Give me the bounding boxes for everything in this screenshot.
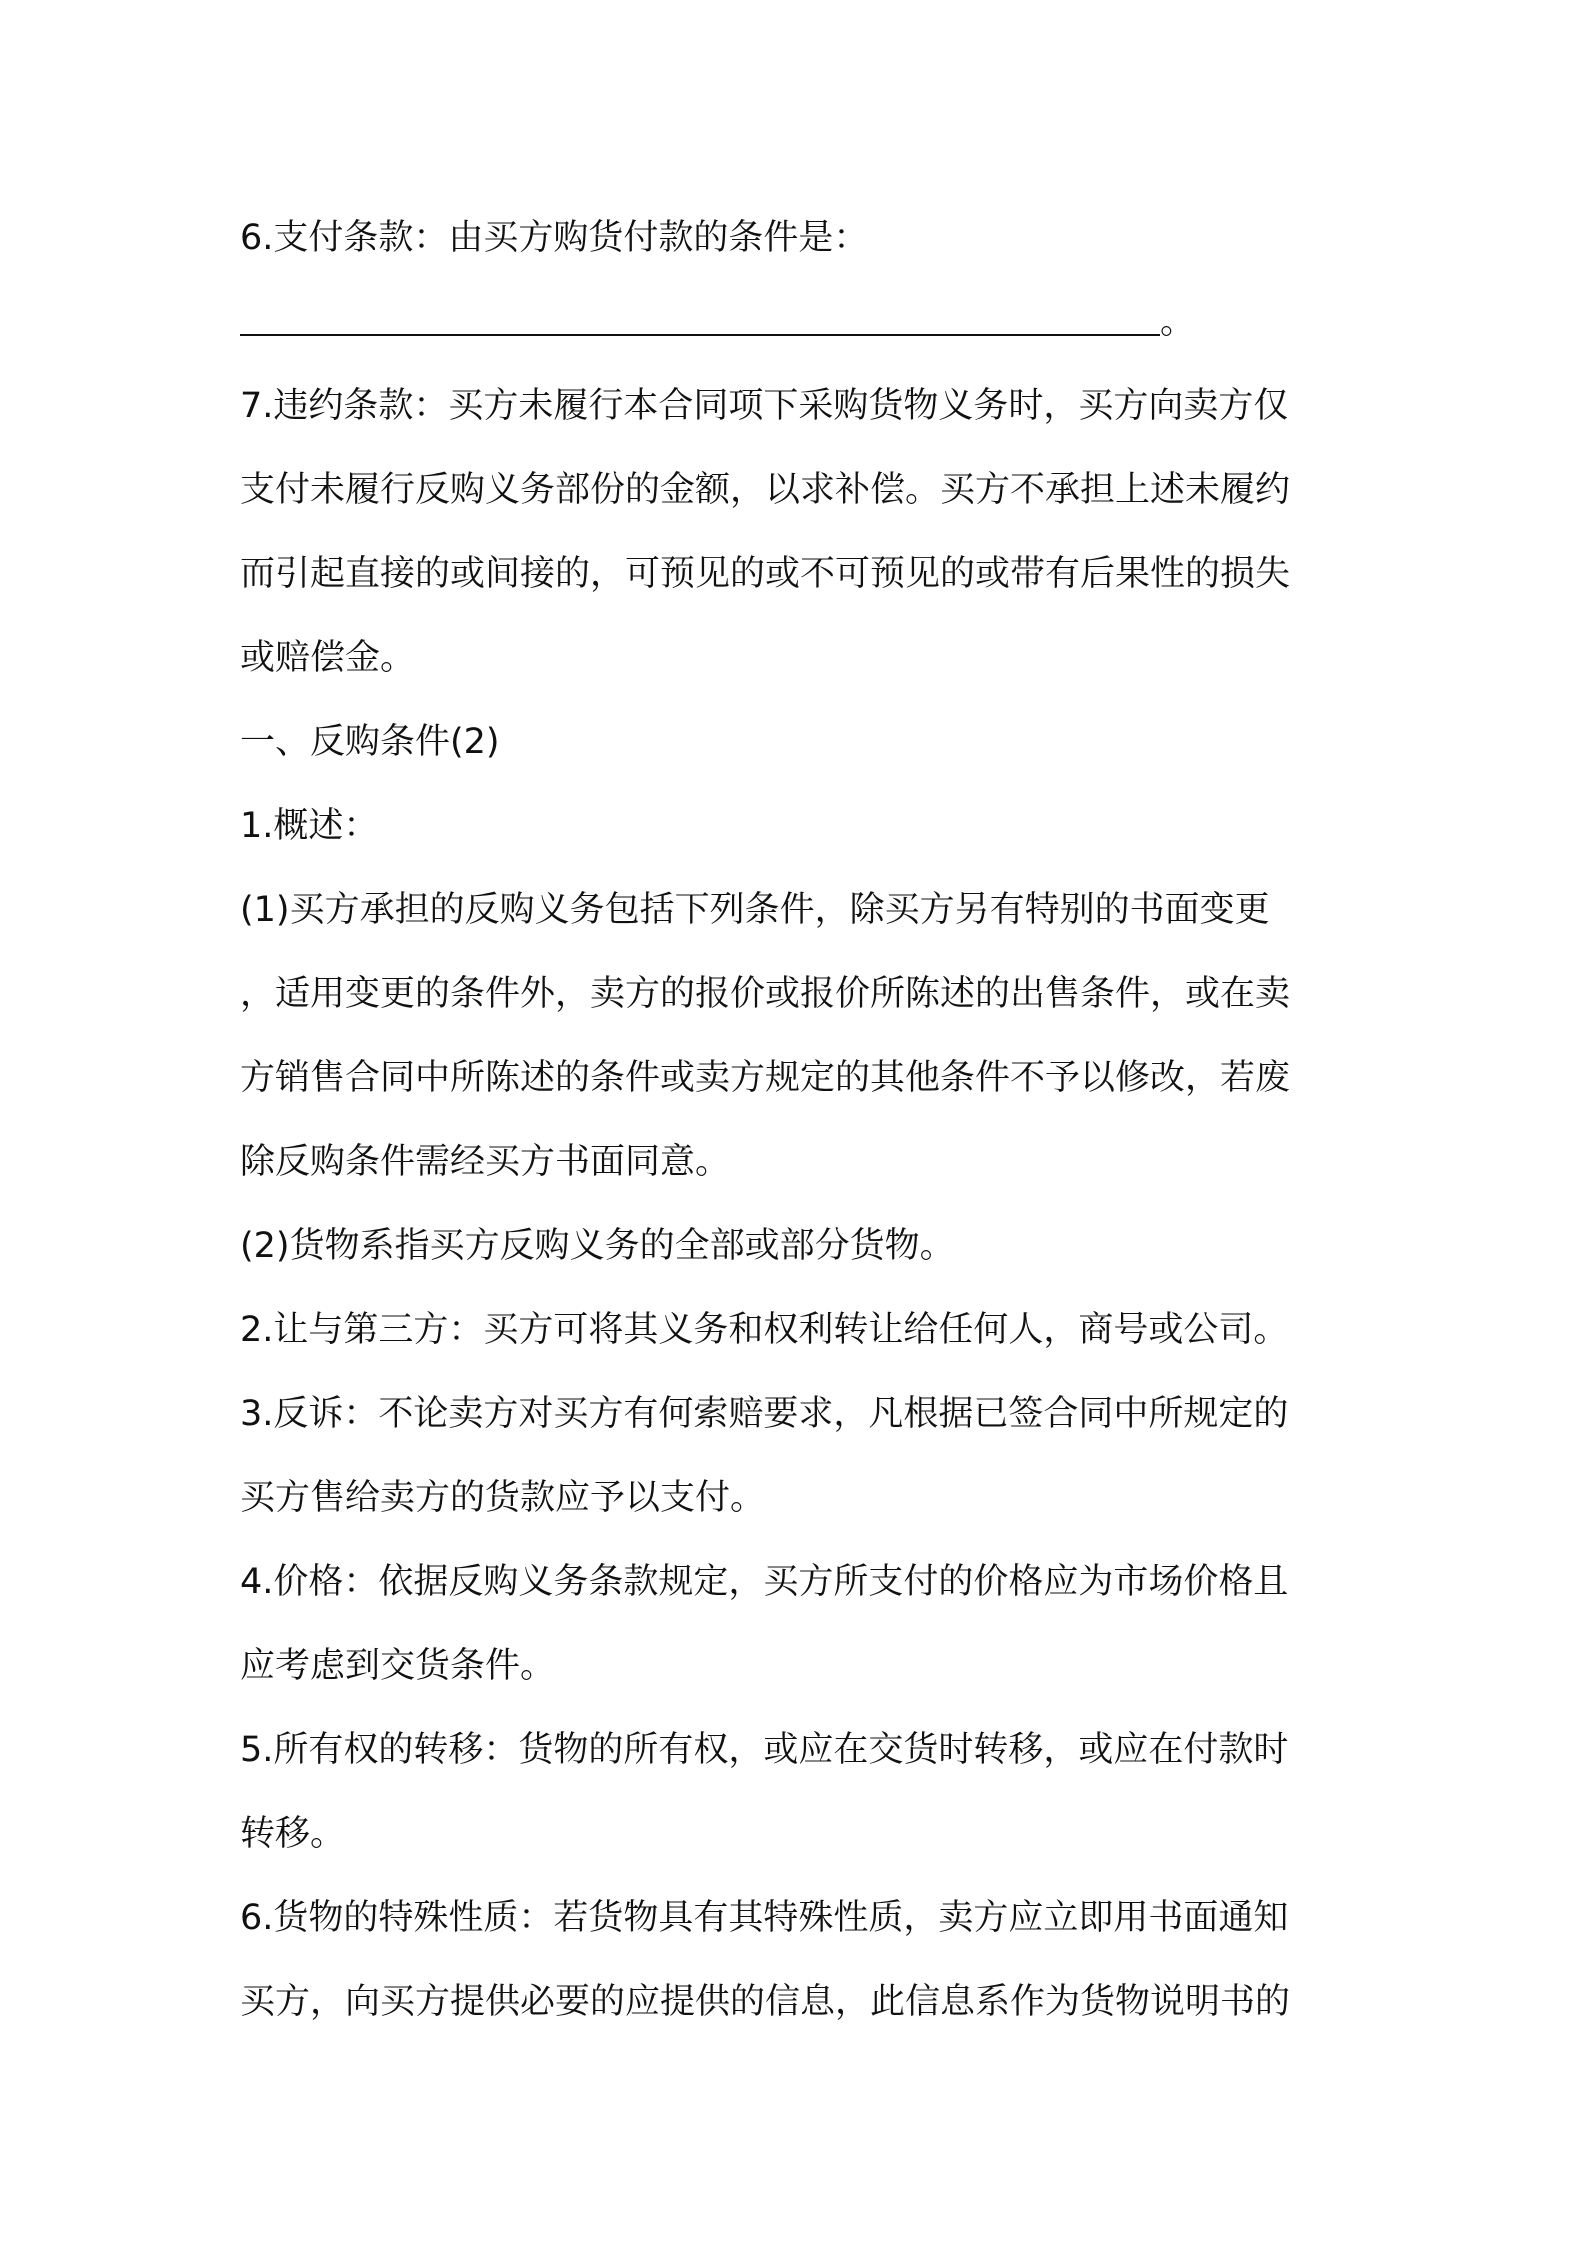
section-title: 一、反购条件(2) <box>240 722 500 762</box>
fill-in-blank-line <box>240 334 1160 336</box>
blank-tail-punctuation: 。 <box>1160 302 1196 342</box>
counterclaim-clause-line: 买方售给卖方的货款应予以支付。 <box>240 1478 766 1518</box>
payment-condition-blank <box>240 280 1360 364</box>
counterclaim-clause-line: 3.反诉：不论卖方对买方有何索赔要求，凡根据已签合同中所规定的 <box>240 1394 1289 1434</box>
ownership-clause-line: 5.所有权的转移：货物的所有权，或应在交货时转移，或应在付款时 <box>240 1730 1289 1770</box>
special-nature-clause-line: 6.货物的特殊性质：若货物具有其特殊性质，卖方应立即用书面通知 <box>240 1898 1289 1938</box>
breach-clause-line: 支付未履行反购义务部份的金额，以求补偿。买方不承担上述未履约 <box>240 470 1291 510</box>
overview-item-2: (2)货物系指买方反购义务的全部或部分货物。 <box>240 1226 955 1266</box>
special-nature-clause-line: 买方，向买方提供必要的应提供的信息，此信息系作为货物说明书的 <box>240 1982 1291 2022</box>
price-clause-line: 应考虑到交货条件。 <box>240 1646 556 1686</box>
breach-clause-line: 或赔偿金。 <box>240 638 416 678</box>
third-party-clause: 2.让与第三方：买方可将其义务和权利转让给任何人，商号或公司。 <box>240 1310 1289 1350</box>
overview-item-1-line: 方销售合同中所陈述的条件或卖方规定的其他条件不予以修改，若废 <box>240 1058 1291 1098</box>
price-clause-line: 4.价格：依据反购义务条款规定，买方所支付的价格应为市场价格且 <box>240 1562 1289 1602</box>
overview-item-1-line: 除反购条件需经买方书面同意。 <box>240 1142 731 1182</box>
payment-clause-heading: 6.支付条款：由买方购货付款的条件是： <box>240 218 869 258</box>
overview-title: 1.概述： <box>240 806 379 846</box>
breach-clause-line: 7.违约条款：买方未履行本合同项下采购货物义务时，买方向卖方仅 <box>240 386 1289 426</box>
document-body <box>240 196 1360 2044</box>
breach-clause-line: 而引起直接的或间接的，可预见的或不可预见的或带有后果性的损失 <box>240 554 1291 594</box>
ownership-clause-line: 转移。 <box>240 1814 346 1854</box>
overview-item-1-line: ，适用变更的条件外，卖方的报价或报价所陈述的出售条件，或在卖 <box>240 974 1291 1014</box>
overview-item-1-line: (1)买方承担的反购义务包括下列条件，除买方另有特别的书面变更 <box>240 890 1270 930</box>
